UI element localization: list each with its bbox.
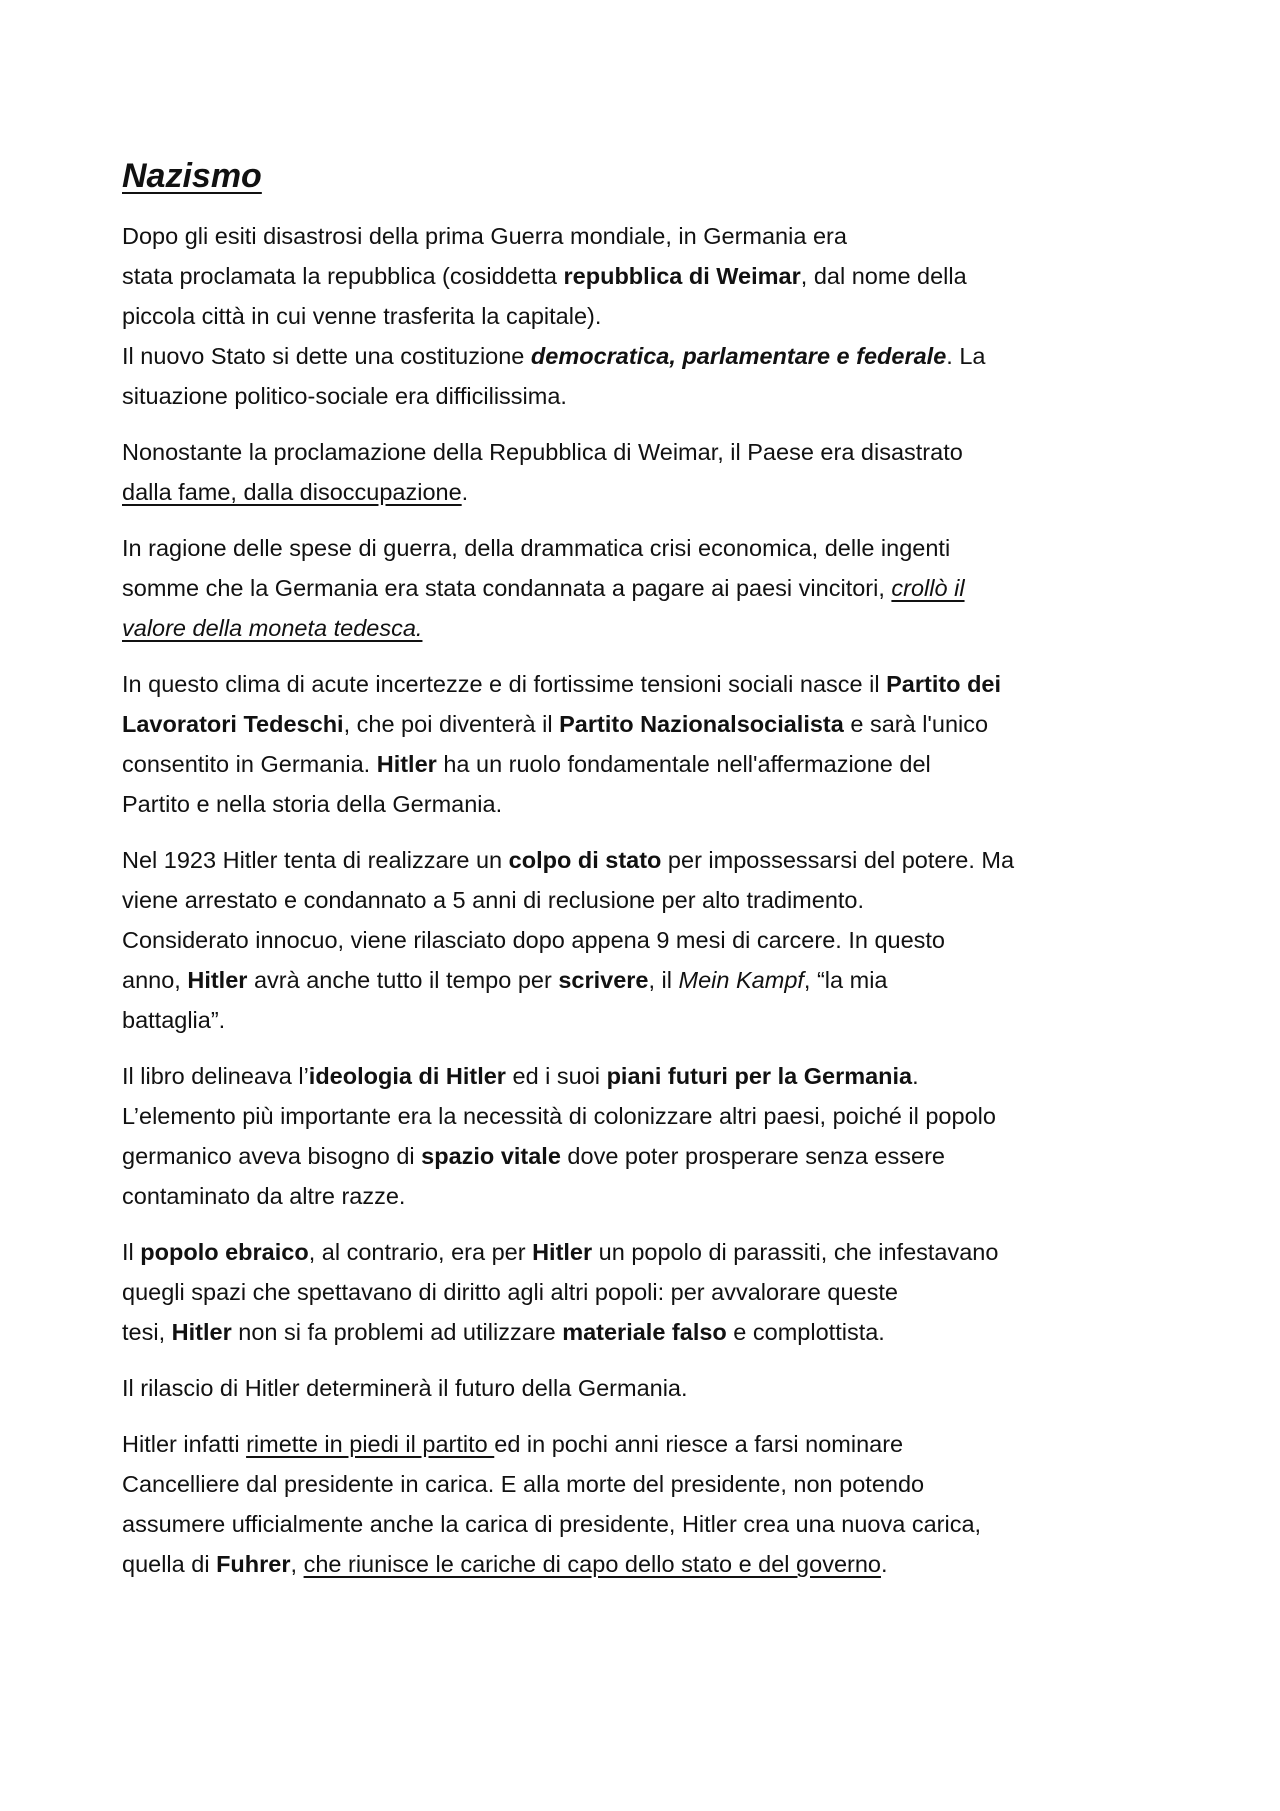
paragraph: [122, 1368, 1172, 1408]
emphasized-text: Hitler: [376, 751, 437, 777]
text-run: ed in pochi anni riesce a farsi nominare Cancelliere dal presidente in carica. E alla morte del presidente, non potendo assumere ufficialmente anche la carica di presidente, Hitler crea una nuova carica, quella di: [122, 1431, 982, 1577]
paragraph: [122, 840, 1172, 1040]
emphasized-text: Hitler: [532, 1239, 593, 1265]
emphasized-text: ideologia di Hitler: [308, 1063, 506, 1089]
emphasized-text: Hitler: [187, 967, 248, 993]
text-run: un popolo di parassiti, che infestavano quegli spazi che spettavano di diritto agli altri popoli: per avvalorare queste tesi,: [122, 1239, 999, 1345]
paragraph: [122, 432, 1172, 512]
emphasized-text: democratica, parlamentare e federale: [530, 343, 947, 369]
emphasized-text: Mein Kampf: [678, 967, 804, 993]
text-run: Nonostante la proclamazione della Repubblica di Weimar, il Paese era disastrato: [122, 439, 963, 465]
emphasized-text: colpo di stato: [508, 847, 662, 873]
emphasized-text: Partito Nazionalsocialista: [559, 711, 844, 737]
emphasized-text: crollò il valore della moneta tedesca.: [122, 575, 965, 641]
text-run: . La situazione politico-sociale era difficilissima.: [122, 343, 986, 409]
emphasized-text: Partito dei Lavoratori Tedeschi: [122, 671, 1002, 737]
text-run: , dal nome della piccola città in cui venne trasferita la capitale). Il nuovo Stato si dette una costituzione: [122, 263, 967, 369]
text-run: . L’elemento più importante era la necessità di colonizzare altri paesi, poiché il popolo germanico aveva bisogno di: [122, 1063, 996, 1169]
paragraph: [122, 1232, 1172, 1352]
paragraph: [122, 1056, 1172, 1216]
text-run: , “la mia battaglia”.: [122, 967, 888, 1033]
text-run: , al contrario, era per: [308, 1239, 533, 1265]
emphasized-text: spazio vitale: [421, 1143, 561, 1169]
emphasized-text: che riunisce le cariche di capo dello stato e del governo: [303, 1551, 881, 1577]
document-page: [122, 150, 1172, 1600]
document-title: Nazismo: [122, 157, 262, 195]
text-run: Il rilascio di Hitler determinerà il futuro della Germania.: [122, 1375, 688, 1401]
emphasized-text: Fuhrer: [216, 1551, 291, 1577]
paragraph: [122, 664, 1172, 824]
text-run: non si fa problemi ad utilizzare: [231, 1319, 563, 1345]
text-run: avrà anche tutto il tempo per: [247, 967, 559, 993]
text-run: per impossessarsi del potere. Ma viene arrestato e condannato a 5 anni di reclusione per alto tradimento. Considerato innocuo, viene rilasciato dopo appena 9 mesi di carcere. In questo anno,: [122, 847, 1015, 993]
text-run: .: [880, 1551, 888, 1577]
emphasized-text: piani futuri per la Germania: [606, 1063, 913, 1089]
text-run: In ragione delle spese di guerra, della drammatica crisi economica, delle ingenti somme che la Germania era stata condannata a pagare ai paesi vincitori,: [122, 535, 951, 601]
paragraph: [122, 216, 1172, 416]
text-run: Dopo gli esiti disastrosi della prima Guerra mondiale, in Germania era stata proclamata la repubblica (cosiddetta: [122, 223, 847, 289]
text-run: ,: [290, 1551, 304, 1577]
emphasized-text: repubblica di Weimar: [563, 263, 801, 289]
text-run: In questo clima di acute incertezze e di fortissime tensioni sociali nasce il: [122, 671, 887, 697]
emphasized-text: scrivere: [558, 967, 649, 993]
emphasized-text: Hitler: [171, 1319, 232, 1345]
text-run: Nel 1923 Hitler tenta di realizzare un: [122, 847, 509, 873]
text-run: dove poter prosperare senza essere contaminato da altre razze.: [122, 1143, 945, 1209]
text-run: ed i suoi: [505, 1063, 607, 1089]
text-run: .: [461, 479, 469, 505]
document-body: [122, 216, 1172, 1584]
text-run: , il: [648, 967, 679, 993]
paragraph: [122, 1424, 1172, 1584]
emphasized-text: dalla fame, dalla disoccupazione: [122, 479, 462, 505]
text-run: Hitler infatti: [122, 1431, 247, 1457]
emphasized-text: rimette in piedi il partito: [246, 1431, 495, 1457]
text-run: ha un ruolo fondamentale nell'affermazione del Partito e nella storia della Germania.: [122, 751, 931, 817]
paragraph: [122, 528, 1172, 648]
emphasized-text: materiale falso: [562, 1319, 727, 1345]
text-run: e complottista.: [726, 1319, 885, 1345]
text-run: e sarà l'unico consentito in Germania.: [122, 711, 989, 777]
emphasized-text: popolo ebraico: [140, 1239, 309, 1265]
text-run: Il: [122, 1239, 141, 1265]
text-run: Il libro delineava l’: [122, 1063, 309, 1089]
text-run: , che poi diventerà il: [343, 711, 560, 737]
